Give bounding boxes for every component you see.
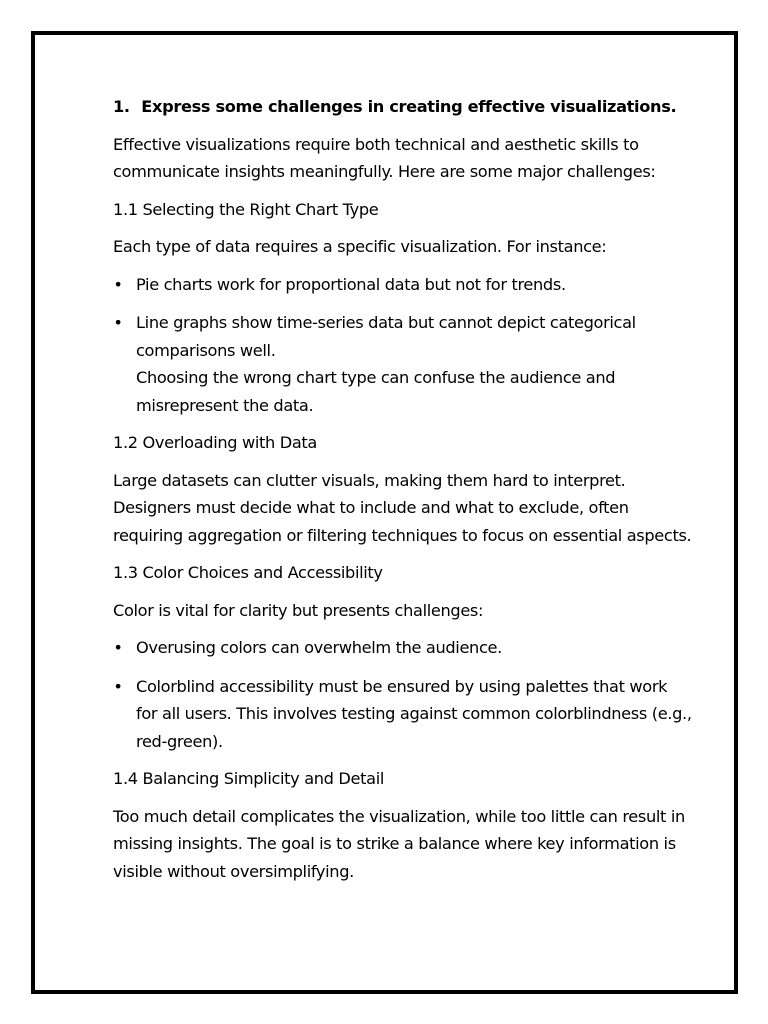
section-title-1-2: 1.2 Overloading with Data bbox=[113, 433, 317, 452]
question-number: 1. bbox=[113, 97, 130, 116]
intro-paragraph: Effective visualizations require both technical and aesthetic skills to communicate insights meaningfully. Here are some major challenges: bbox=[113, 134, 656, 181]
document-body bbox=[113, 93, 693, 895]
bullet-icon: • bbox=[113, 676, 123, 696]
list-item bbox=[113, 271, 693, 299]
bullet-icon: • bbox=[113, 274, 123, 294]
list-item-text: Line graphs show time-series data but cannot depict categorical comparisons well. bbox=[136, 313, 636, 360]
question-heading bbox=[113, 93, 693, 121]
section-body-1-4: Too much detail complicates the visualization, while too little can result in missing insights. The goal is to strike a balance where key information is visible without oversimplifying. bbox=[113, 806, 685, 881]
list-item-text: Pie charts work for proportional data but not for trends. bbox=[136, 274, 566, 294]
list-item-continuation: Choosing the wrong chart type can confuse the audience and misrepresent the data. bbox=[136, 368, 616, 415]
list-item-text: Colorblind accessibility must be ensured by using palettes that work for all users. This involves testing against common colorblindness (e.g., red-green). bbox=[136, 676, 692, 751]
question-text: Express some challenges in creating effective visualizations. bbox=[141, 97, 677, 116]
section-title-1-3: 1.3 Color Choices and Accessibility bbox=[113, 563, 383, 582]
list-item bbox=[113, 673, 693, 756]
section-title-1-1: 1.1 Selecting the Right Chart Type bbox=[113, 199, 379, 219]
section-lead-1-3: Color is vital for clarity but presents challenges: bbox=[113, 600, 484, 620]
bullet-list-chart-types bbox=[113, 271, 693, 420]
section-body-1-2: Large datasets can clutter visuals, making them hard to interpret. Designers must decide what to include and what to exclude, often requiring aggregation or filtering techniques to focus on essential aspects. bbox=[113, 470, 692, 545]
bullet-list-color bbox=[113, 634, 693, 755]
section-title-1-4: 1.4 Balancing Simplicity and Detail bbox=[113, 769, 384, 788]
list-item-text: Overusing colors can overwhelm the audience. bbox=[136, 638, 502, 657]
section-lead-1-1: Each type of data requires a specific visualization. For instance: bbox=[113, 237, 607, 256]
list-item bbox=[113, 309, 693, 419]
bullet-icon: • bbox=[113, 313, 123, 332]
list-item bbox=[113, 634, 693, 662]
bullet-icon: • bbox=[113, 638, 123, 657]
